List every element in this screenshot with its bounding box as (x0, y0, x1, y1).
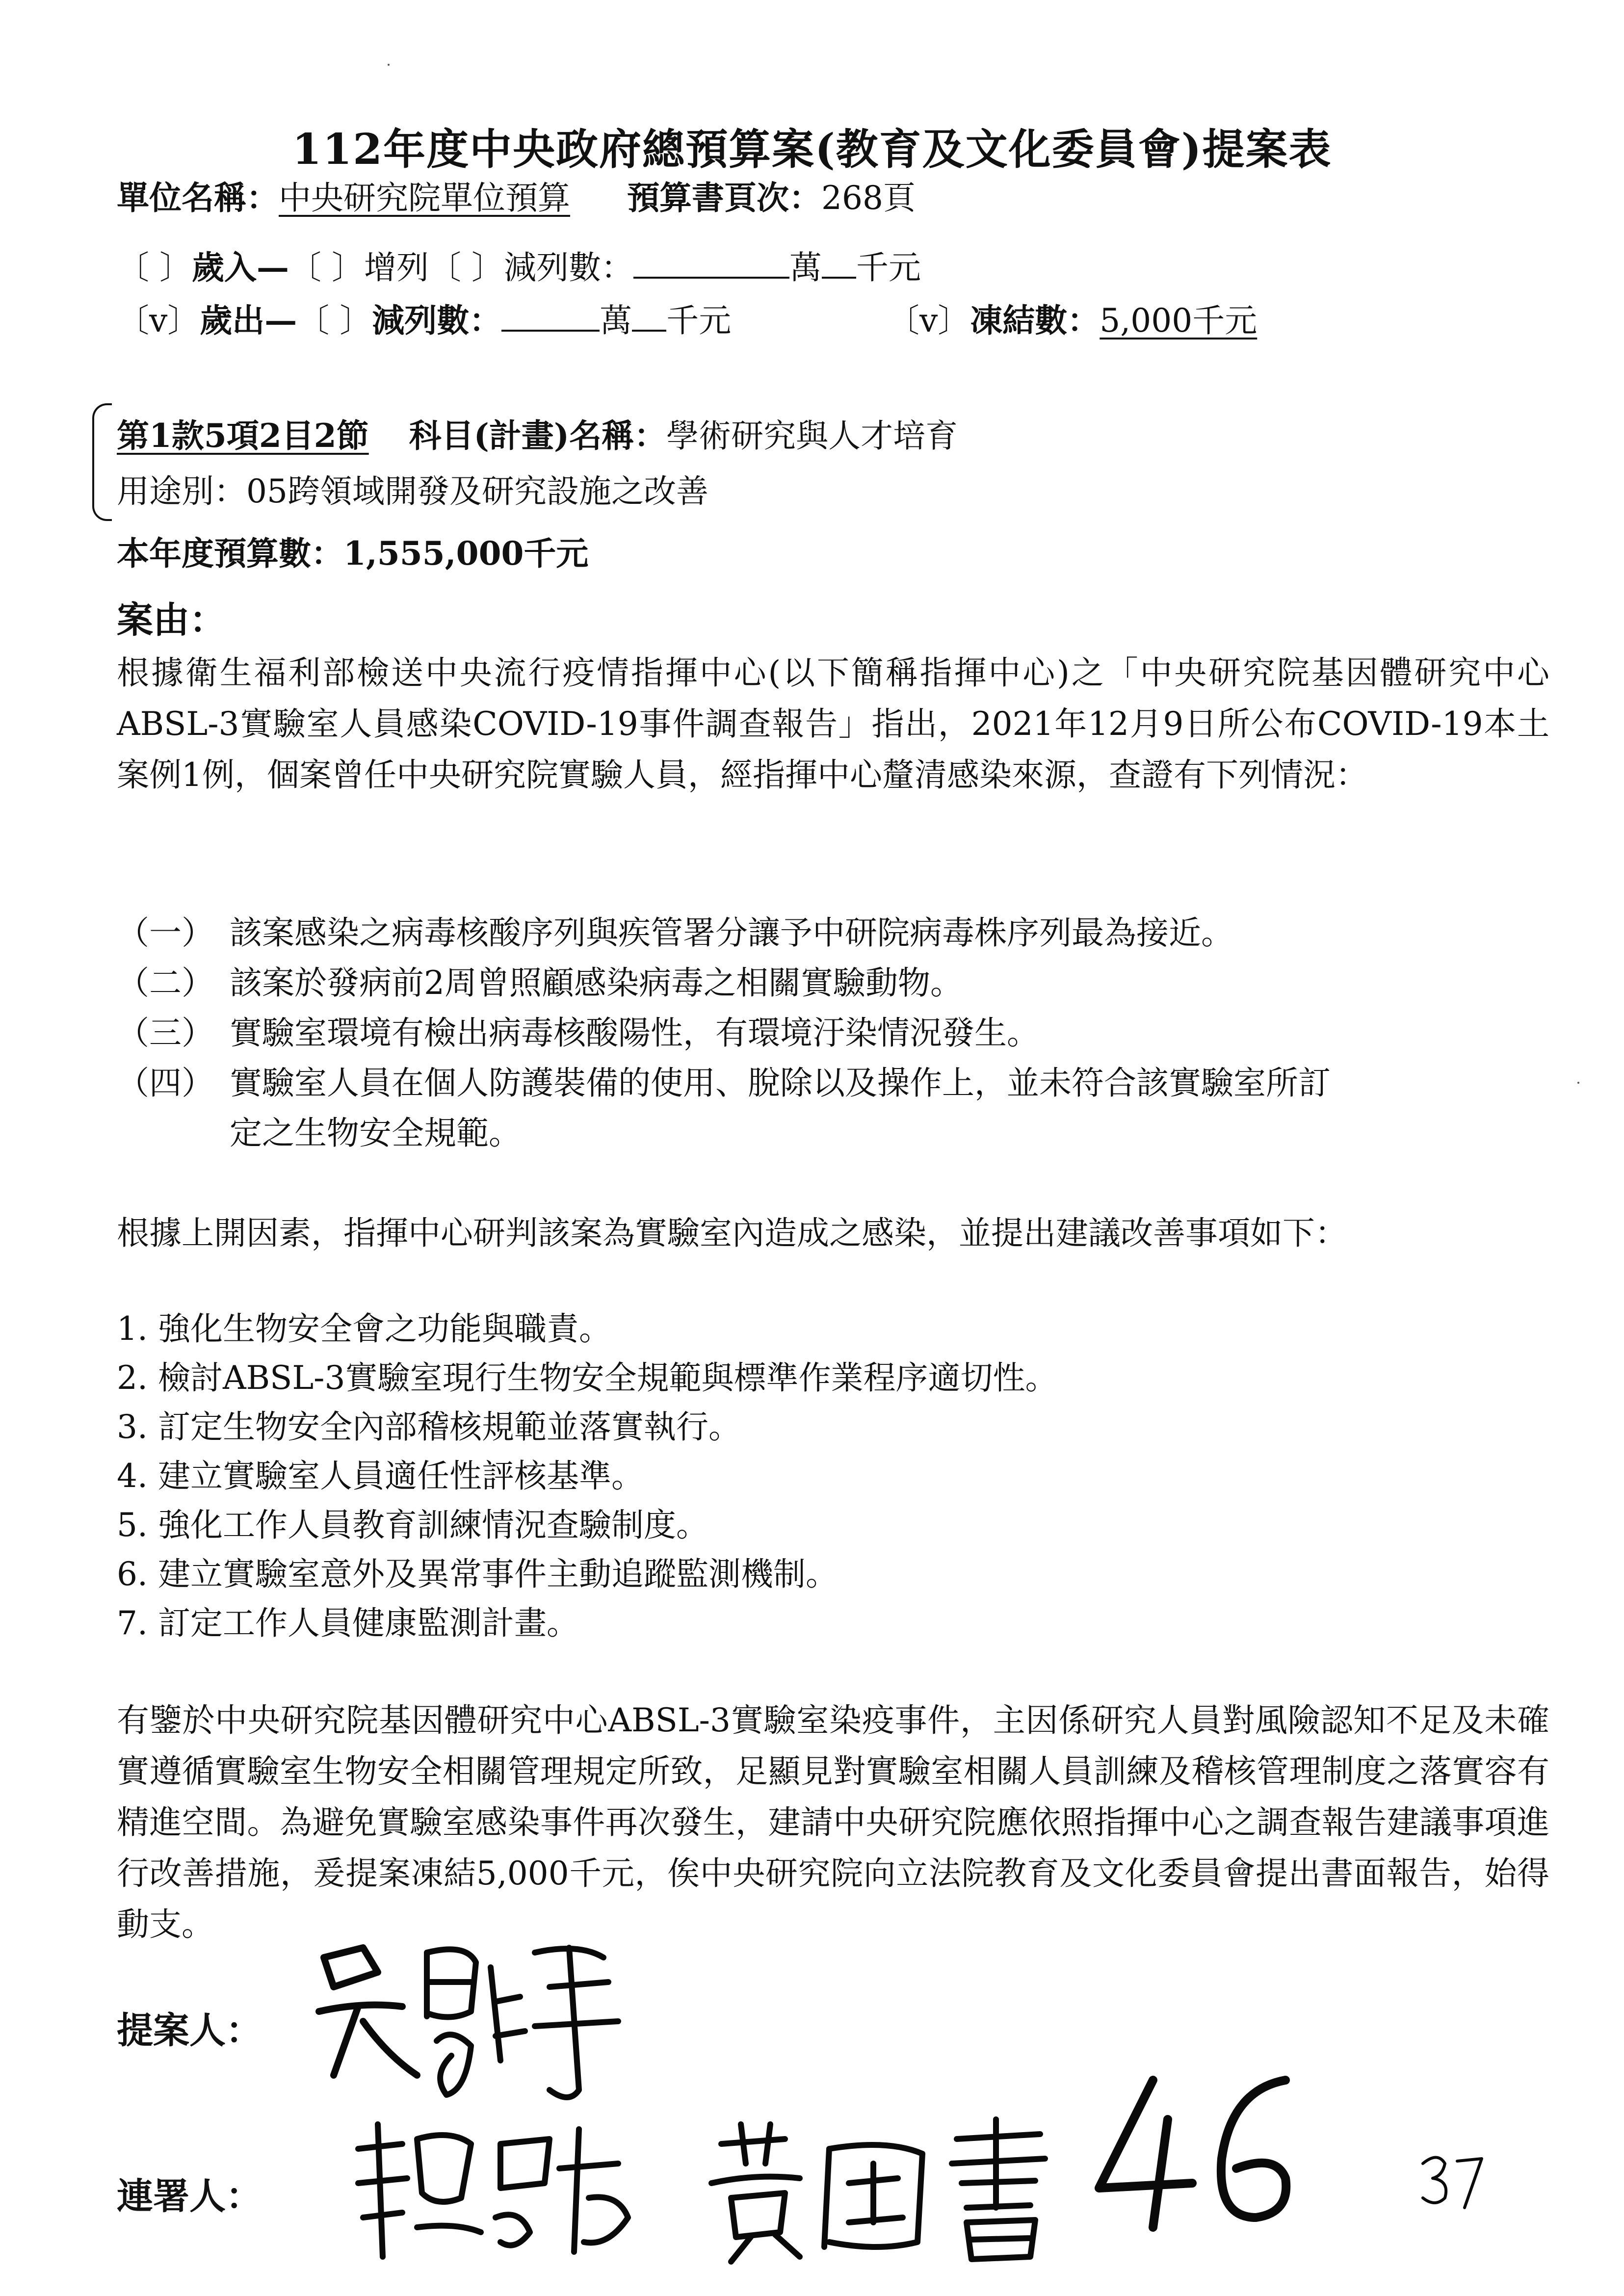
recommendation-6: 6. 建立實驗室意外及異常事件主動追蹤監測機制。 (117, 1555, 838, 1593)
finding-text-3: 實驗室環境有檢出病毒核酸陽性，有環境汙染情況發生。 (230, 1014, 1039, 1052)
increase-label: 增列 (364, 249, 429, 287)
finding-mark-2: （二） (117, 964, 214, 1002)
purpose-line (117, 465, 708, 512)
budget-text: 本年度預算數：1,555,000千元 (117, 534, 589, 573)
reason-conclusion: 有鑒於中央研究院基因體研究中心ABSL-3實驗室染疫事件，主因係研究人員對風險認知不足及未確實遵循實驗室生物安全相關管理規定所致，足顯見對實驗室相關人員訓練及稽核管理制度之落實容有精進空間。為避免實驗室感染事件再次發生，建請中央研究院應依照指揮中心之調查報告建議事項進行改善措施，爰提案凍結5,000千元，俟中央研究院向立法院教育及文化委員會提出書面報告，始得動支。 (117, 1701, 1549, 1943)
scan-speck (1577, 1082, 1579, 1084)
reason-bridge: 根據上開因素，指揮中心研判該案為實驗室內造成之感染，並提出建議改善事項如下： (117, 1214, 1347, 1252)
freeze-group (887, 294, 1257, 341)
freeze-value: 5,000千元 (1100, 302, 1257, 339)
proposer-label: 提案人： (117, 2009, 262, 2052)
decrease-checkbox: 〔 〕 (428, 249, 504, 287)
page-label: 預算書頁次： (627, 179, 821, 217)
recommendation-2: 2. 檢討ABSL-3實驗室現行生物安全規範與標準作業程序適切性。 (117, 1359, 1058, 1397)
exp-decrease-checkbox: 〔 〕 (297, 302, 372, 339)
qian-unit: 千元 (856, 249, 921, 287)
form-title-text: 112年度中央政府總預算案(教育及文化委員會)提案表 (292, 125, 1332, 174)
exp-wan-unit: 萬 (600, 302, 632, 339)
wan-unit: 萬 (789, 249, 822, 287)
recommendation-5: 5. 強化工作人員教育訓練情況查驗制度。 (117, 1506, 708, 1544)
budget-line (117, 527, 588, 574)
subject-name-value: 學術研究與人才培育 (666, 417, 958, 455)
recommendation-1: 1. 強化生物安全會之功能與職責。 (117, 1310, 611, 1348)
finding-text-4: 實驗室人員在個人防護裝備的使用、脫除以及操作上，並未符合該實驗室所訂 (230, 1064, 1331, 1102)
exp-wan-blank (501, 330, 600, 332)
expenditure-label: 歲出— (200, 301, 297, 339)
expenditure-line (117, 294, 731, 341)
increase-checkbox: 〔 〕 (288, 249, 364, 287)
finding-text-2: 該案於發病前2周曾照顧感染病毒之相關實驗動物。 (230, 964, 963, 1002)
revenue-checkbox: 〔 〕 (117, 249, 192, 287)
finding-text-4-cont: 定之生物安全規範。 (230, 1114, 521, 1152)
decrease-wan-blank (633, 277, 789, 279)
reason-intro: 根據衛生福利部檢送中央流行疫情指揮中心(以下簡稱指揮中心)之「中央研究院基因體研究中心ABSL-3實驗室人員感染COVID-19事件調查報告」指出，2021年12月9日所公布COVID-19本土案例1例，個案曾任中央研究院實驗人員，經指揮中心釐清感染來源，查證有下列情況： (117, 654, 1549, 794)
freeze-checkbox: 〔v〕 (887, 302, 970, 339)
revenue-line (117, 241, 921, 288)
recommendation-3: 3. 訂定生物安全內部稽核規範並落實執行。 (117, 1408, 741, 1446)
revenue-label: 歲入— (191, 248, 289, 287)
reason-heading-text: 案由： (117, 599, 226, 641)
recommendation-4: 4. 建立實驗室人員適任性評核基準。 (117, 1457, 644, 1495)
cosigner-name-2 (702, 2110, 1074, 2267)
cosigner-label: 連署人： (117, 2175, 262, 2218)
recommendation-7: 7. 訂定工作人員健康監測計畫。 (117, 1604, 579, 1642)
exp-qian-blank (632, 330, 666, 332)
page-value: 268頁 (821, 179, 916, 217)
subject-line (117, 410, 958, 456)
exp-decrease-label: 減列數： (372, 301, 502, 339)
expenditure-checkbox: 〔v〕 (117, 302, 200, 339)
finding-mark-4: （四） (117, 1064, 214, 1102)
finding-text-1: 該案感染之病毒核酸序列與疾管署分讓予中研院病毒株序列最為接近。 (230, 914, 1233, 952)
scan-speck (388, 64, 390, 66)
unit-label: 單位名稱： (117, 179, 279, 217)
finding-mark-1: （一） (117, 914, 214, 952)
form-title (0, 115, 1624, 176)
exp-qian-unit: 千元 (666, 302, 732, 339)
proposer-name (304, 1928, 657, 2134)
finding-mark-3: （三） (117, 1014, 214, 1052)
subject-bracket (92, 403, 112, 521)
page-mark-text (1418, 2149, 1487, 2213)
cosigner-name-1 (343, 2110, 638, 2276)
reason-heading (117, 591, 226, 643)
unit-value: 中央研究院單位預算 (279, 179, 570, 217)
freeze-label: 凍結數： (970, 301, 1100, 339)
handwritten-number-text (1079, 2061, 1315, 2247)
purpose-text: 用途別：05跨領域開發及研究設施之改善 (117, 472, 708, 510)
decrease-qian-blank (822, 277, 856, 279)
subject-name-label: 科目(計畫)名稱： (409, 417, 667, 455)
unit-line (117, 172, 916, 218)
item-code: 第1款5項2目2節 (117, 417, 369, 455)
decrease-label: 減列數： (503, 249, 633, 287)
